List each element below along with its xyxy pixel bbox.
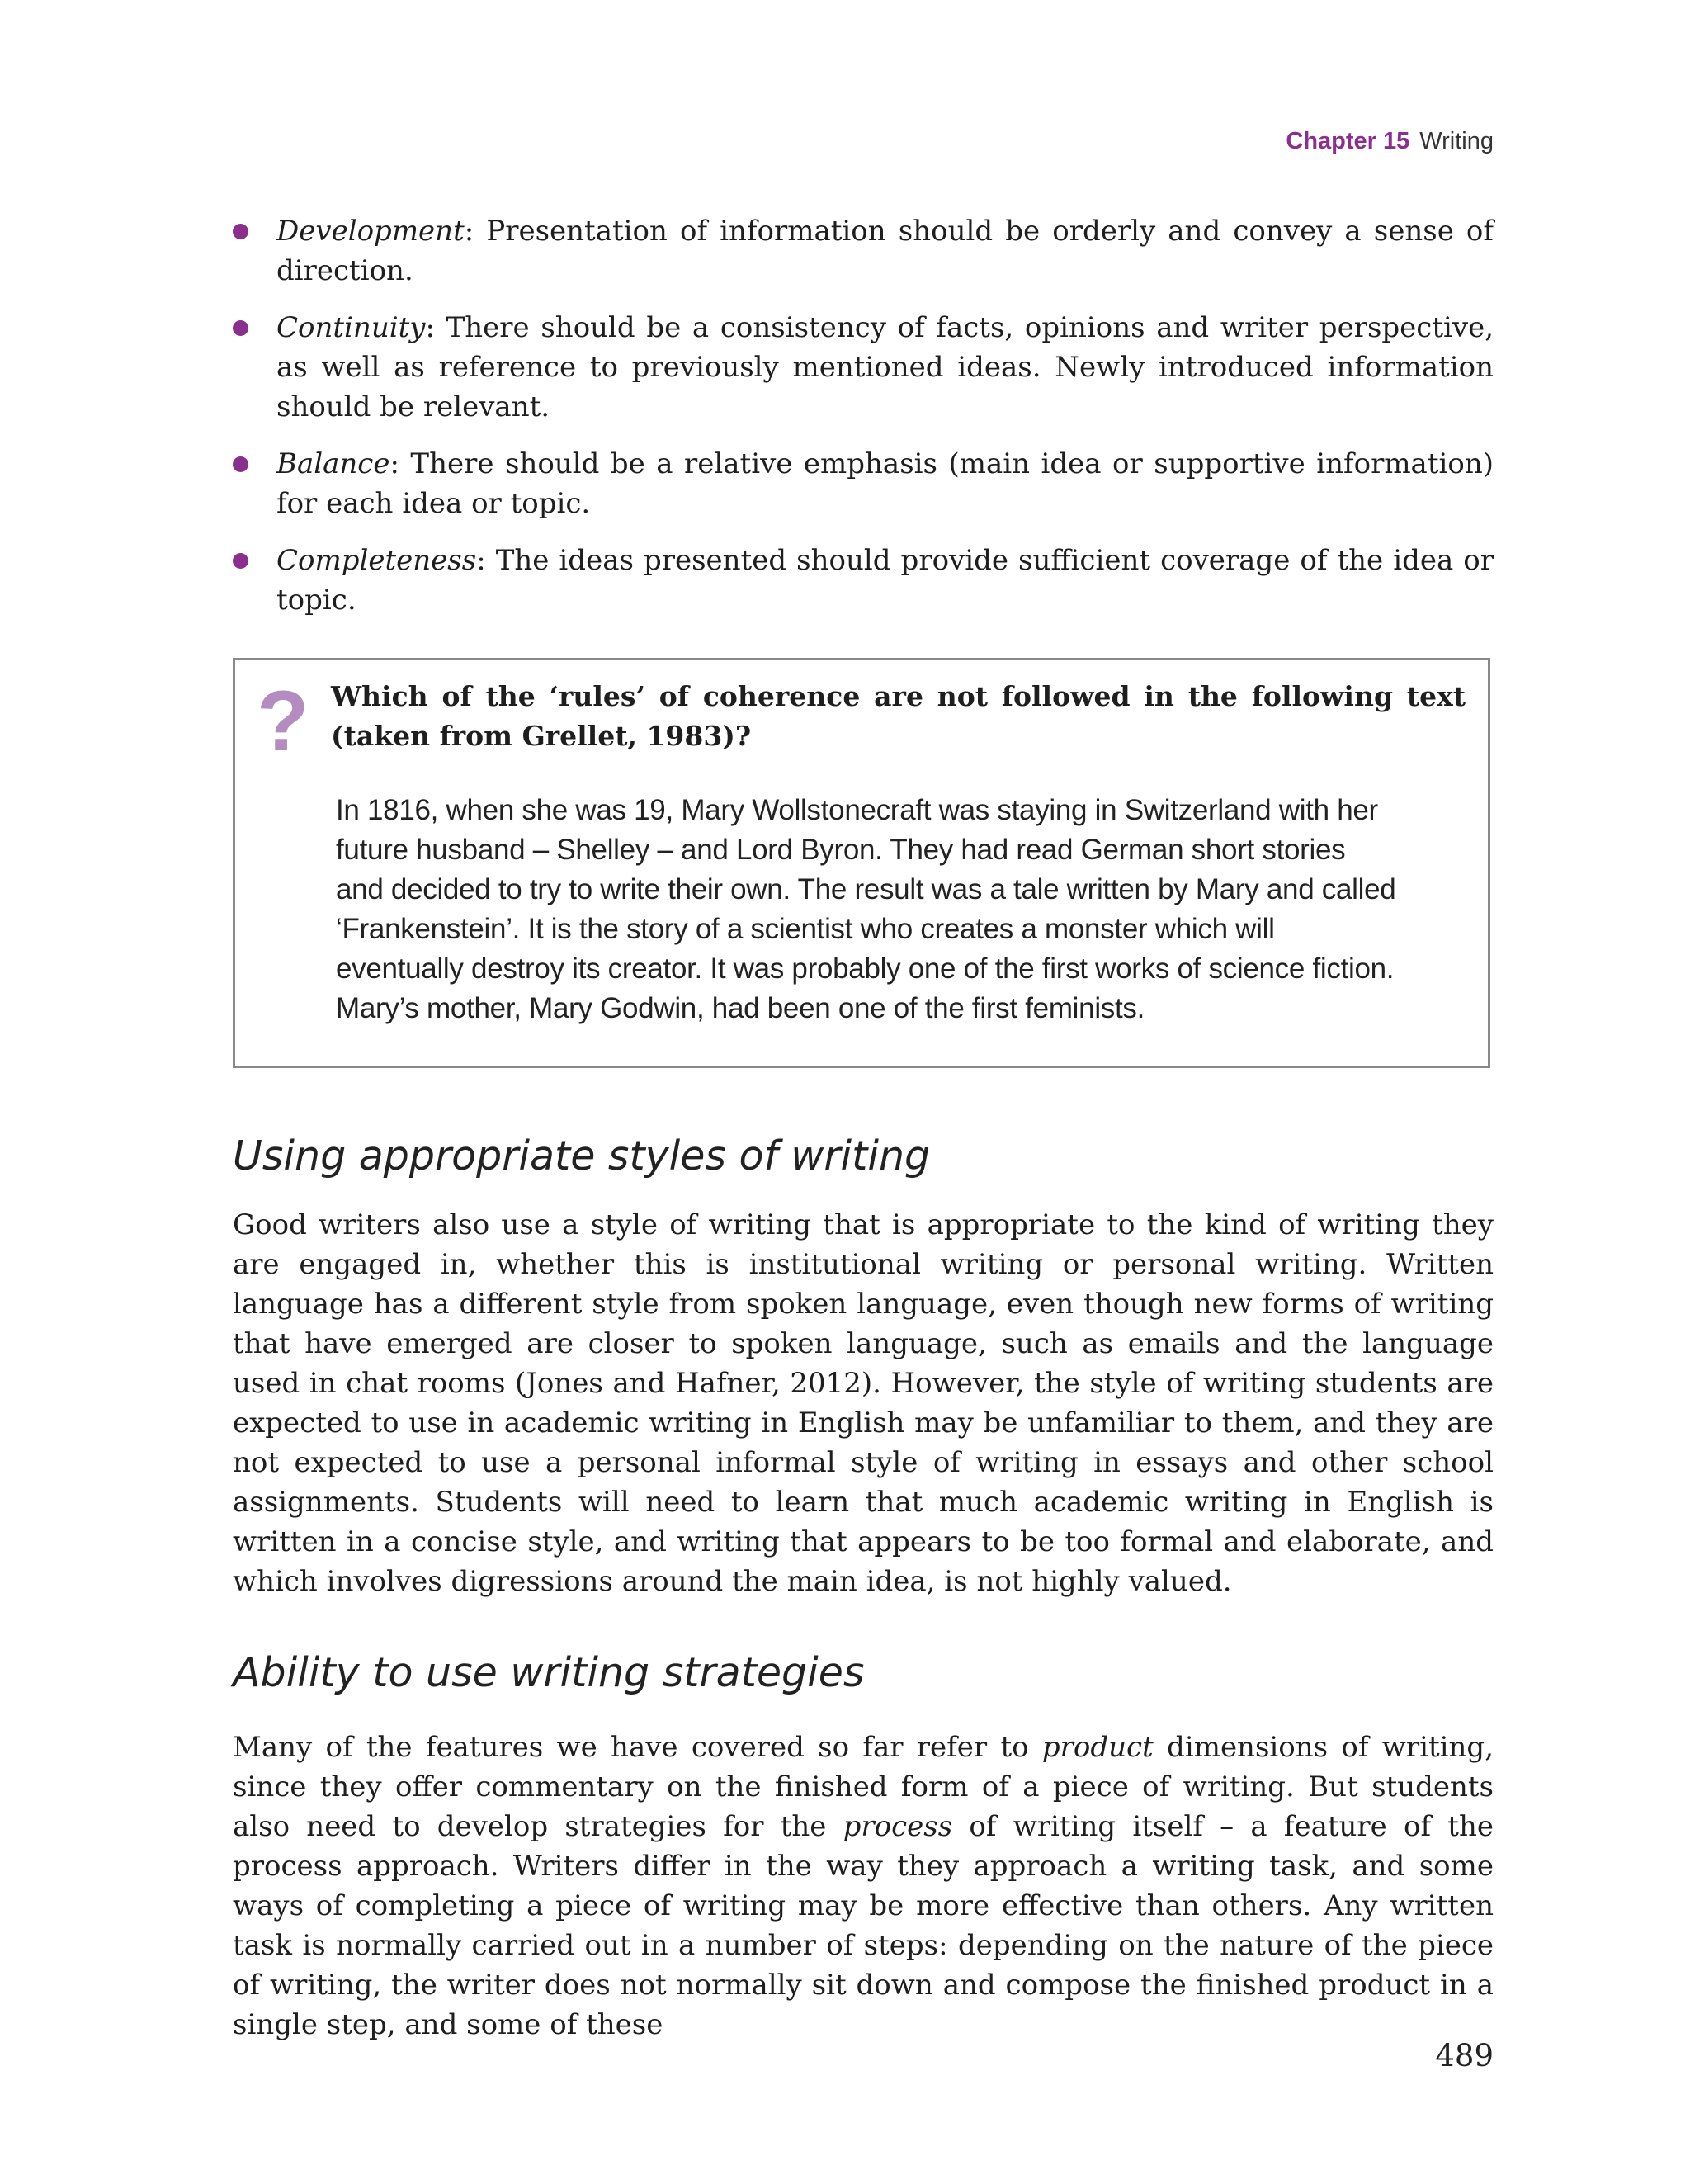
bullet-text: : There should be a relative emphasis (main idea or supportive information) for each idea or topic. bbox=[276, 447, 1494, 520]
question-box bbox=[233, 658, 1490, 1068]
list-item bbox=[233, 444, 1494, 523]
chapter-label: Chapter 15 bbox=[1286, 128, 1410, 154]
bullet-term: Continuity bbox=[276, 311, 426, 344]
bullet-term: Balance bbox=[276, 447, 390, 480]
bullet-dot-icon bbox=[233, 553, 248, 569]
bullet-text: : Presentation of information should be orderly and convey a sense of direction. bbox=[276, 215, 1494, 287]
bullet-dot-icon bbox=[233, 320, 248, 336]
question-passage: In 1816, when she was 19, Mary Wollstonecraft was staying in Switzerland with her future husband – Shelley – and Lord Byron. They had read German short stories and decided to try to write their own. The result was a tale written by Mary and called ‘Frankenstein’. It is the story of a scientist who creates a monster which will eventually destroy its creator. It was probably one of the first works of science fiction. Mary’s mother, Mary Godwin, had been one of the first feminists. bbox=[336, 794, 1396, 1024]
emphasis-product: product bbox=[1041, 1731, 1154, 1764]
running-head bbox=[1286, 128, 1494, 155]
question-mark-icon: ? bbox=[257, 674, 309, 769]
emphasis-process: process bbox=[843, 1810, 953, 1843]
chapter-title: Writing bbox=[1419, 128, 1494, 154]
bullet-text: : The ideas presented should provide sufficient coverage of the idea or topic. bbox=[276, 544, 1494, 617]
bullet-text: : There should be a consistency of facts, opinions and writer perspective, as well as reference to previously mentioned ideas. Newly introduced information should be relevant. bbox=[276, 311, 1494, 423]
paragraph-text: of writing itself – a feature of the process approach. Writers differ in the way they approach a writing task, and some ways of completing a piece of writing may be more effective than others. Any written task is normally carried out in a number of steps: depending on the nature of the piece of writing, the writer does not normally sit down and compose the finished product in a single step, and some of these bbox=[233, 1810, 1494, 2041]
section-paragraph-styles: Good writers also use a style of writing that is appropriate to the kind of writing they are engaged in, whether this is institutional writing or personal writing. Written language has a different style from spoken language, even though new forms of writing that have emerged are closer to spoken language, such as emails and the language used in chat rooms (Jones and Hafner, 2012). However, the style of writing students are expected to use in academic writing in English may be unfamiliar to them, and they are not expected to use a personal informal style of writing in essays and other school assignments. Students will need to learn that much academic writing in English is written in a concise style, and writing that appears to be too formal and elaborate, and which involves digressions around the main idea, is not highly valued. bbox=[233, 1208, 1494, 1598]
section-paragraph-strategies bbox=[233, 1728, 1494, 2045]
section-heading-styles: Using appropriate styles of writing bbox=[233, 1132, 931, 1179]
bullet-dot-icon bbox=[233, 456, 248, 472]
bullet-term: Development bbox=[276, 215, 465, 248]
paragraph-text: dimensions of writing, since they offer commentary on the finished form of a piece of writing. But students also need to develop strategies for the bbox=[233, 1731, 1494, 1843]
bullet-dot-icon bbox=[233, 224, 248, 239]
section-heading-strategies: Ability to use writing strategies bbox=[233, 1649, 865, 1696]
paragraph-text: Many of the features we have covered so far refer to bbox=[233, 1731, 1042, 1764]
question-text: Which of the ‘rules’ of coherence are not followed in the following text (taken from Grellet, 1983)? bbox=[331, 680, 1466, 752]
list-item bbox=[233, 308, 1494, 427]
bullet-term: Completeness bbox=[276, 544, 477, 577]
list-item bbox=[233, 541, 1494, 620]
coherence-rules-list bbox=[233, 211, 1494, 637]
page-number: 489 bbox=[1435, 2038, 1494, 2073]
list-item bbox=[233, 211, 1494, 291]
